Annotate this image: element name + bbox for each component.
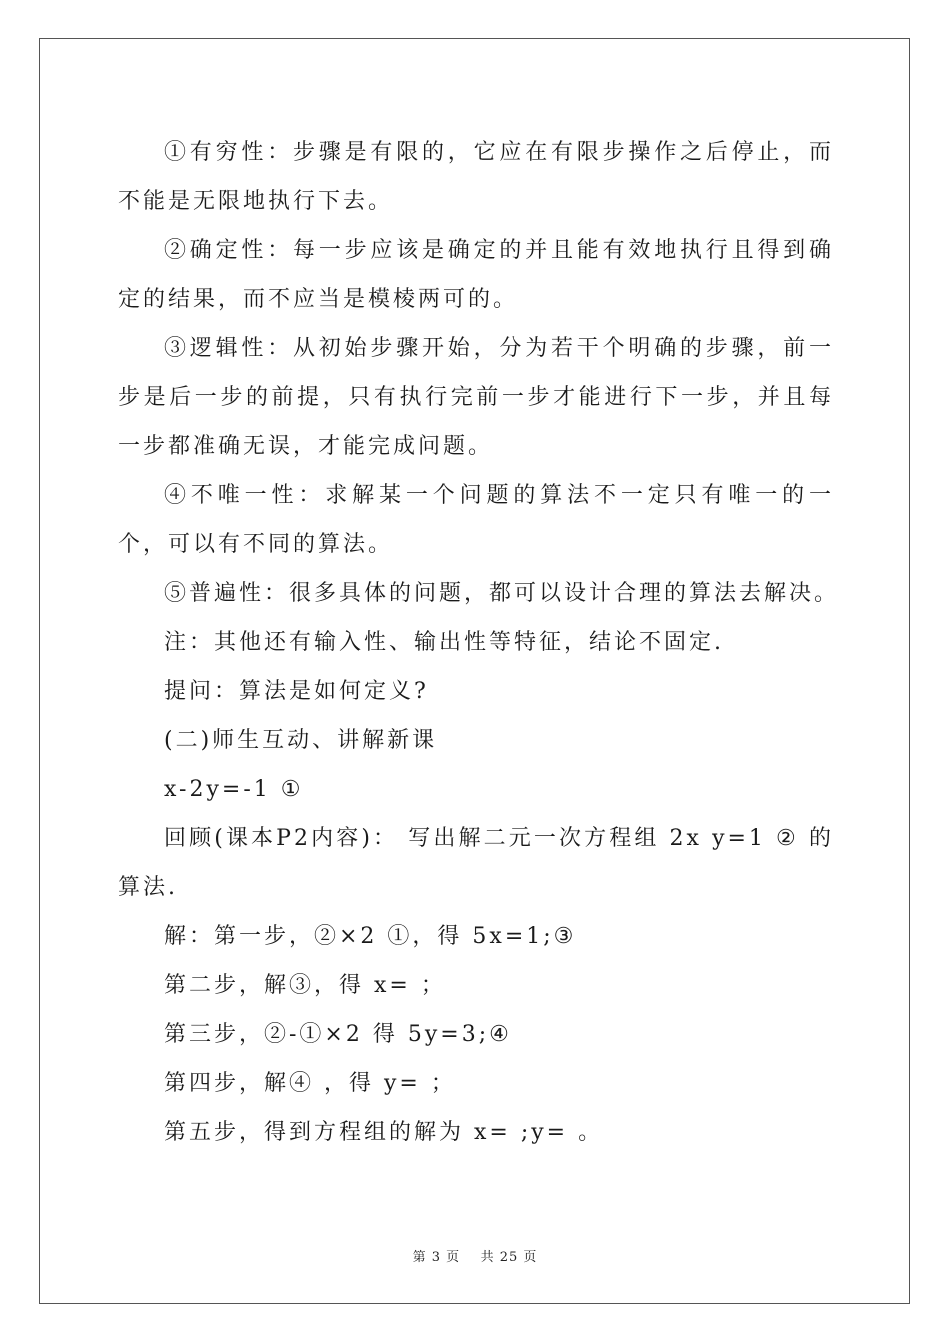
solution-step-5: 第五步，得到方程组的解为 x= ;y= 。 (164, 1120, 604, 1145)
page-footer (0, 1246, 950, 1265)
document-body (118, 128, 840, 1157)
page-number: 第 3 页 共 25 页 (412, 1250, 538, 1265)
paragraph-non-uniqueness: ④不唯一性：求解某一个问题的算法不一定只有唯一的一个，可以有不同的算法。 (118, 483, 834, 557)
solution-step-2: 第二步，解③，得 x= ； (164, 973, 446, 998)
solution-step-3: 第三步，②-①×2 得 5y=3;④ (164, 1022, 512, 1047)
paragraph-logic: ③逻辑性：从初始步骤开始，分为若干个明确的步骤，前一步是后一步的前提，只有执行完前一步才能进行下一步，并且每一步都准确无误，才能完成问题。 (118, 336, 834, 459)
solution-step-4: 第四步，解④ ，得 y= ； (164, 1071, 456, 1096)
paragraph-universality: ⑤普遍性：很多具体的问题，都可以设计合理的算法去解决。 (164, 581, 840, 606)
paragraph-note: 注：其他还有输入性、输出性等特征，结论不固定. (164, 630, 724, 655)
paragraph-finiteness: ①有穷性：步骤是有限的，它应在有限步操作之后停止，而不能是无限地执行下去。 (118, 140, 834, 214)
section-heading: (二)师生互动、讲解新课 (164, 728, 438, 753)
paragraph-question: 提问：算法是如何定义? (164, 679, 429, 704)
paragraph-review: 回顾(课本P2内容)： 写出解二元一次方程组 2x y=1 ② 的算法. (118, 826, 834, 900)
paragraph-definiteness: ②确定性：每一步应该是确定的并且能有效地执行且得到确定的结果，而不应当是模棱两可的。 (118, 238, 834, 312)
equation-1: x-2y=-1 ① (164, 777, 304, 802)
solution-step-1: 解：第一步，②×2 ①，得 5x=1;③ (164, 924, 577, 949)
